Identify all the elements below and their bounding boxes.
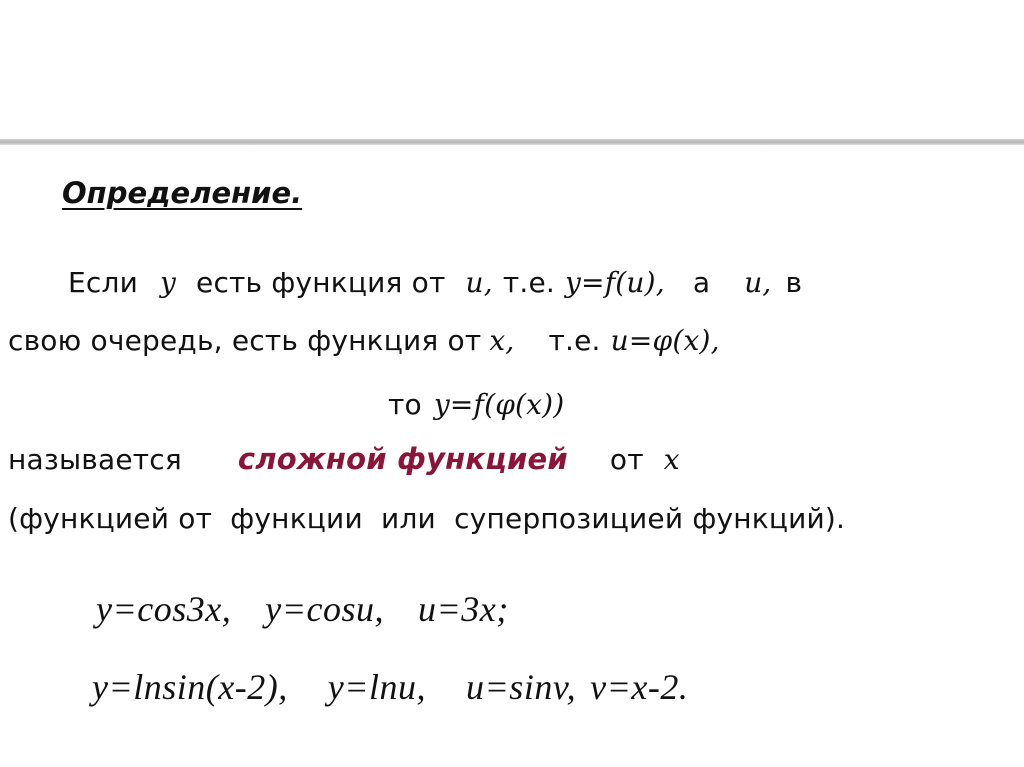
var-u-2: u, [744,266,772,299]
definition-line-2 [8,324,720,357]
example-1-c: u=3x; [418,589,509,629]
definition-line-3 [388,388,564,421]
text-turn-function-of: свою очередь, есть функция от [8,324,482,357]
example-2 [92,666,688,708]
example-2-d: v=x-2. [590,667,689,707]
phi-symbol: φ [652,324,673,357]
text-in: в [785,266,803,299]
text-ie: т.е. [502,266,556,299]
header-divider [0,139,1024,145]
var-u: u, [465,266,493,299]
var-x: x, [489,324,515,357]
text-is-called: называется [8,443,182,476]
formula-x-close: (x)) [515,388,565,421]
text-and: а [692,266,711,299]
text-ie-2: т.е. [548,324,601,357]
text-is-function-of: есть функция от [196,266,446,299]
example-1 [96,588,509,630]
example-1-a: y=cos3x, [96,589,232,629]
formula-of-x: (x), [672,324,720,357]
text-then: то [388,388,422,421]
example-2-b: y=lnu, [327,667,427,707]
definition-line-1 [68,266,802,299]
formula-u-eq: u= [610,324,653,357]
formula-y-f-u: y=f(u), [565,266,665,299]
definition-heading: Определение. [62,176,303,210]
var-x-2: x [663,443,680,476]
definition-line-4 [8,442,680,476]
formula-y-f-open: y=f( [433,388,496,421]
definition-line-5: (функцией от функции или суперпозицией функций). [8,502,846,535]
example-2-c: u=sinv, [466,667,577,707]
example-2-a: y=lnsin(x-2), [92,667,288,707]
text-of: от [609,443,644,476]
phi-symbol-2: φ [495,388,516,421]
var-y: y [159,266,177,299]
text-if: Если [68,266,138,299]
term-composite-function: сложной функцией [237,442,568,476]
example-1-b: y=cosu, [265,589,385,629]
